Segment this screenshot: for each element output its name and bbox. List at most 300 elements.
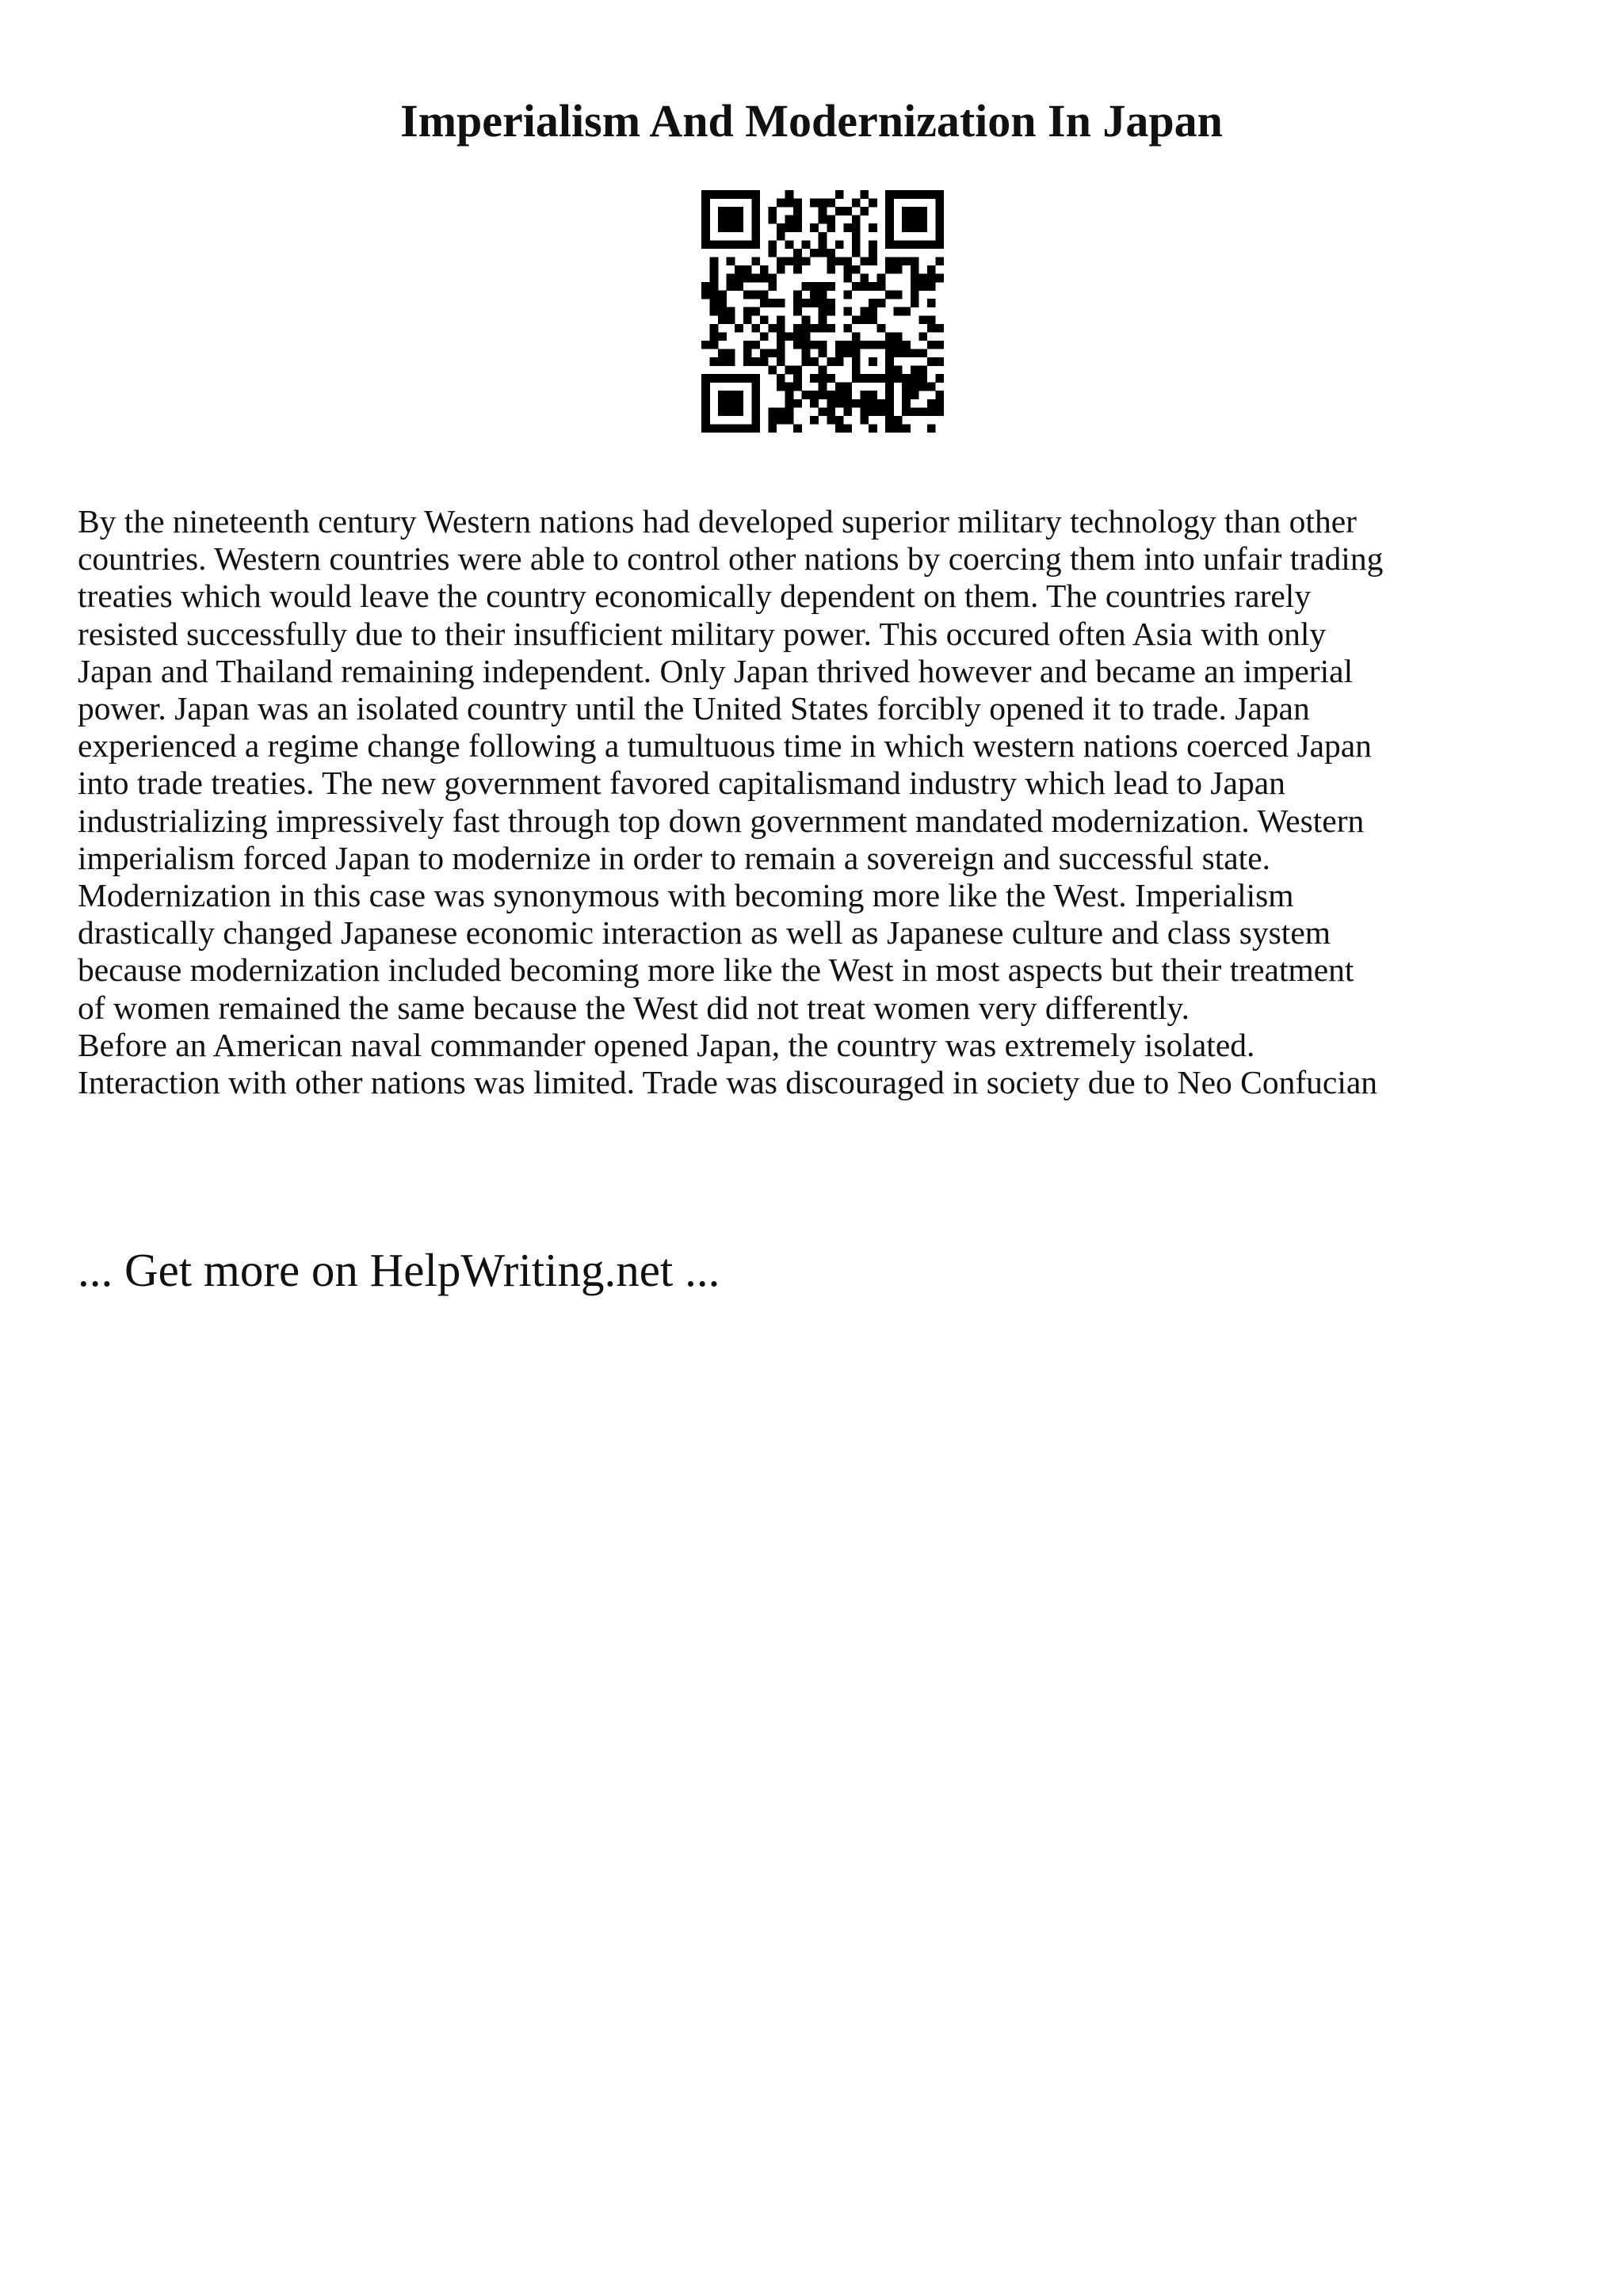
qr-module	[793, 307, 802, 316]
qr-module	[710, 357, 719, 366]
qr-module	[885, 349, 894, 357]
qr-module	[852, 282, 861, 291]
qr-module	[768, 282, 777, 291]
qr-module	[793, 366, 802, 375]
qr-module	[902, 307, 911, 316]
qr-module	[701, 291, 710, 299]
qr-module	[885, 416, 894, 425]
qr-module	[760, 315, 769, 324]
qr-module	[918, 332, 927, 341]
qr-module	[827, 324, 835, 333]
qr-module	[785, 257, 794, 265]
qr-module	[751, 240, 760, 249]
document-title: Imperialism And Modernization In Japan	[400, 95, 1223, 147]
qr-module	[751, 215, 760, 224]
qr-module	[785, 199, 794, 208]
qr-module	[911, 391, 919, 399]
qr-module	[810, 282, 819, 291]
body-line: drastically changed Japanese economic interaction as well as Japanese culture and class system	[78, 914, 1331, 952]
qr-module	[735, 207, 743, 215]
qr-module	[793, 199, 802, 208]
qr-module	[935, 240, 944, 249]
qr-module	[835, 424, 844, 433]
qr-module	[743, 291, 752, 299]
qr-module	[751, 324, 760, 333]
qr-module	[819, 391, 827, 399]
qr-module	[760, 265, 769, 274]
qr-module	[860, 399, 869, 408]
qr-module	[827, 282, 835, 291]
body-line: treaties which would leave the country economically dependent on them. The countries rarely	[78, 578, 1312, 615]
qr-module	[877, 374, 886, 383]
qr-module	[869, 391, 877, 399]
qr-module	[735, 240, 743, 249]
qr-module	[935, 341, 944, 349]
qr-module	[802, 299, 811, 307]
qr-module	[785, 416, 794, 425]
qr-module	[802, 315, 811, 324]
qr-module	[710, 299, 719, 307]
qr-module	[918, 374, 927, 383]
qr-module	[843, 265, 852, 274]
qr-module	[777, 199, 785, 208]
qr-module	[760, 332, 769, 341]
qr-module	[768, 215, 777, 224]
qr-module	[819, 282, 827, 291]
qr-module	[760, 291, 769, 299]
qr-module	[701, 424, 710, 433]
qr-module	[810, 416, 819, 425]
qr-module	[819, 307, 827, 316]
qr-module	[802, 332, 811, 341]
qr-module	[735, 223, 743, 232]
qr-module	[718, 374, 727, 383]
qr-module	[718, 307, 727, 316]
qr-module	[727, 315, 735, 324]
qr-module	[735, 391, 743, 399]
qr-module	[927, 424, 936, 433]
qr-module	[860, 374, 869, 383]
qr-module	[885, 399, 894, 408]
qr-module	[902, 391, 911, 399]
qr-module	[751, 190, 760, 199]
qr-module	[701, 416, 710, 425]
qr-module	[743, 424, 752, 433]
qr-module	[843, 399, 852, 408]
qr-module	[885, 223, 894, 232]
qr-module	[885, 240, 894, 249]
qr-module	[827, 391, 835, 399]
qr-module	[885, 366, 894, 375]
qr-module	[869, 424, 877, 433]
qr-module	[827, 249, 835, 257]
qr-module	[802, 349, 811, 357]
qr-module	[902, 223, 911, 232]
qr-module	[927, 383, 936, 391]
qr-module	[911, 190, 919, 199]
qr-module	[835, 257, 844, 265]
qr-module	[869, 199, 877, 208]
qr-module	[911, 265, 919, 274]
qr-module	[885, 341, 894, 349]
qr-module	[827, 215, 835, 224]
qr-module	[935, 215, 944, 224]
qr-module	[918, 223, 927, 232]
qr-module	[918, 215, 927, 224]
qr-module	[810, 223, 819, 232]
qr-module	[718, 207, 727, 215]
qr-module	[869, 357, 877, 366]
body-line: of women remained the same because the West did not treat women very differently.	[78, 989, 1190, 1026]
qr-module	[894, 190, 903, 199]
qr-module	[935, 257, 944, 265]
qr-module	[835, 240, 844, 249]
qr-module	[819, 341, 827, 349]
qr-module	[718, 399, 727, 408]
qr-module	[894, 257, 903, 265]
qr-module	[777, 324, 785, 333]
qr-module	[885, 265, 894, 274]
qr-module	[894, 374, 903, 383]
qr-module	[718, 357, 727, 366]
qr-module	[793, 299, 802, 307]
qr-module	[743, 349, 752, 357]
qr-module	[751, 416, 760, 425]
qr-module	[827, 257, 835, 265]
qr-module	[735, 274, 743, 283]
body-line: countries. Western countries were able to control other nations by coercing them into unfair trading	[78, 540, 1384, 578]
qr-module	[760, 349, 769, 357]
qr-module	[902, 407, 911, 416]
qr-module	[768, 274, 777, 283]
qr-module	[902, 374, 911, 383]
qr-module	[735, 282, 743, 291]
qr-module	[777, 315, 785, 324]
qr-module	[718, 332, 727, 341]
qr-module	[710, 424, 719, 433]
qr-module	[869, 407, 877, 416]
qr-module	[927, 299, 936, 307]
qr-module	[701, 374, 710, 383]
qr-module	[902, 207, 911, 215]
qr-module	[785, 223, 794, 232]
qr-module	[885, 407, 894, 416]
qr-module	[751, 374, 760, 383]
qr-module	[935, 207, 944, 215]
qr-module	[710, 190, 719, 199]
qr-module	[777, 332, 785, 341]
qr-module	[902, 349, 911, 357]
body-line: Japan and Thailand remaining independent. Only Japan thrived however and became an imperial	[78, 652, 1354, 689]
qr-module	[894, 416, 903, 425]
qr-module	[785, 240, 794, 249]
qr-module	[819, 240, 827, 249]
qr-module	[894, 307, 903, 316]
qr-module	[777, 383, 785, 391]
qr-module	[860, 416, 869, 425]
qr-module	[894, 366, 903, 375]
qr-module	[710, 374, 719, 383]
qr-module	[852, 341, 861, 349]
qr-module	[935, 223, 944, 232]
qr-module	[835, 349, 844, 357]
qr-module	[768, 407, 777, 416]
qr-module	[843, 424, 852, 433]
qr-module	[927, 341, 936, 349]
qr-module	[727, 424, 735, 433]
qr-module	[827, 407, 835, 416]
qr-module	[835, 190, 844, 199]
qr-module	[710, 324, 719, 333]
qr-module	[835, 341, 844, 349]
qr-module	[885, 291, 894, 299]
qr-module	[935, 357, 944, 366]
qr-module	[751, 424, 760, 433]
qr-module	[727, 240, 735, 249]
qr-module	[727, 215, 735, 224]
qr-module	[785, 383, 794, 391]
qr-module	[751, 199, 760, 208]
qr-module	[727, 399, 735, 408]
qr-module	[827, 223, 835, 232]
qr-module	[718, 424, 727, 433]
qr-module	[918, 366, 927, 375]
qr-module	[835, 207, 844, 215]
qr-module	[911, 374, 919, 383]
qr-module	[735, 324, 743, 333]
qr-module	[835, 391, 844, 399]
get-more-link[interactable]: ... Get more on HelpWriting.net ...	[78, 1244, 720, 1296]
qr-module	[935, 324, 944, 333]
qr-module	[727, 257, 735, 265]
qr-module	[827, 199, 835, 208]
qr-module	[777, 257, 785, 265]
qr-module	[852, 357, 861, 366]
qr-module	[843, 407, 852, 416]
qr-module	[885, 232, 894, 241]
qr-module	[727, 357, 735, 366]
qr-module	[843, 391, 852, 399]
qr-module	[785, 366, 794, 375]
qr-module	[751, 407, 760, 416]
qr-module	[751, 257, 760, 265]
qr-module	[710, 240, 719, 249]
qr-module	[894, 291, 903, 299]
qr-module	[918, 207, 927, 215]
qr-module	[852, 215, 861, 224]
qr-module	[777, 416, 785, 425]
qr-module	[751, 307, 760, 316]
qr-module	[718, 391, 727, 399]
qr-module	[793, 265, 802, 274]
qr-module	[743, 190, 752, 199]
qr-module	[743, 341, 752, 349]
qr-module	[701, 232, 710, 241]
qr-module	[718, 190, 727, 199]
qr-module	[710, 274, 719, 283]
qr-module	[768, 424, 777, 433]
qr-module	[902, 341, 911, 349]
qr-module	[810, 391, 819, 399]
qr-module	[810, 324, 819, 333]
qr-module	[751, 383, 760, 391]
qr-module	[735, 265, 743, 274]
qr-module	[727, 190, 735, 199]
qr-module	[894, 341, 903, 349]
qr-module	[852, 265, 861, 274]
qr-module	[751, 232, 760, 241]
qr-module	[852, 374, 861, 383]
qr-module	[810, 399, 819, 408]
qr-module	[885, 357, 894, 366]
qr-module	[877, 324, 886, 333]
qr-module	[793, 341, 802, 349]
qr-module	[819, 383, 827, 391]
qr-module	[835, 357, 844, 366]
qr-module	[768, 366, 777, 375]
qr-module	[701, 207, 710, 215]
qr-module	[718, 407, 727, 416]
qr-module	[743, 265, 752, 274]
qr-module	[819, 349, 827, 357]
qr-module	[793, 291, 802, 299]
qr-module	[777, 299, 785, 307]
qr-module	[877, 282, 886, 291]
qr-module	[710, 341, 719, 349]
qr-module	[701, 383, 710, 391]
qr-module	[768, 299, 777, 307]
qr-module	[727, 407, 735, 416]
qr-module	[860, 341, 869, 349]
qr-module	[852, 232, 861, 241]
qr-module	[927, 324, 936, 333]
qr-module	[911, 223, 919, 232]
qr-module	[918, 407, 927, 416]
qr-module	[718, 349, 727, 357]
qr-module	[827, 299, 835, 307]
qr-module	[843, 274, 852, 283]
qr-module	[869, 299, 877, 307]
qr-module	[793, 207, 802, 215]
qr-module	[701, 341, 710, 349]
qr-module	[701, 407, 710, 416]
qr-module	[710, 257, 719, 265]
qr-module	[927, 399, 936, 408]
qr-module	[927, 407, 936, 416]
qr-module	[902, 190, 911, 199]
qr-module	[885, 374, 894, 383]
qr-module	[701, 282, 710, 291]
qr-module	[885, 190, 894, 199]
qr-module	[843, 257, 852, 265]
qr-module	[894, 240, 903, 249]
qr-module	[768, 349, 777, 357]
qr-module	[877, 407, 886, 416]
qr-module	[918, 190, 927, 199]
qr-module	[743, 357, 752, 366]
qr-module	[852, 249, 861, 257]
qr-module	[810, 199, 819, 208]
qr-module	[701, 190, 710, 199]
qr-module	[819, 374, 827, 383]
qr-module	[760, 274, 769, 283]
qr-module	[819, 366, 827, 375]
qr-module	[793, 215, 802, 224]
qr-module	[911, 215, 919, 224]
qr-module	[802, 357, 811, 366]
qr-module	[935, 190, 944, 199]
qr-module	[751, 291, 760, 299]
qr-module	[727, 349, 735, 357]
qr-module	[819, 315, 827, 324]
qr-module	[727, 207, 735, 215]
qr-module	[885, 199, 894, 208]
qr-module	[935, 274, 944, 283]
qr-module	[852, 315, 861, 324]
qr-module	[843, 341, 852, 349]
qr-module	[918, 240, 927, 249]
qr-module	[727, 223, 735, 232]
qr-module	[827, 399, 835, 408]
qr-module	[735, 407, 743, 416]
qr-module	[785, 391, 794, 399]
qr-module	[710, 291, 719, 299]
qr-module	[911, 407, 919, 416]
qr-module	[777, 357, 785, 366]
qr-module	[802, 240, 811, 249]
body-line: because modernization included becoming more like the West in most aspects but their treatment	[78, 952, 1354, 989]
qr-module	[894, 265, 903, 274]
qr-module	[751, 357, 760, 366]
qr-module	[927, 190, 936, 199]
qr-module	[885, 332, 894, 341]
qr-module	[743, 274, 752, 283]
body-line: Modernization in this case was synonymous with becoming more like the West. Imperialism	[78, 877, 1294, 914]
qr-module	[777, 349, 785, 357]
qr-module	[751, 341, 760, 349]
qr-module	[819, 232, 827, 241]
qr-module	[885, 257, 894, 265]
qr-module	[894, 332, 903, 341]
qr-module	[860, 257, 869, 265]
qr-module	[927, 265, 936, 274]
qr-module	[710, 307, 719, 316]
qr-module	[869, 240, 877, 249]
qr-module	[902, 399, 911, 408]
qr-module	[768, 249, 777, 257]
qr-module	[927, 282, 936, 291]
qr-module	[902, 257, 911, 265]
qr-module	[885, 383, 894, 391]
qr-module	[785, 215, 794, 224]
qr-module	[701, 215, 710, 224]
qr-module	[810, 299, 819, 307]
qr-module	[751, 207, 760, 215]
qr-module	[894, 424, 903, 433]
qr-module	[768, 207, 777, 215]
qr-module	[869, 223, 877, 232]
qr-module	[843, 307, 852, 316]
qr-module	[860, 407, 869, 416]
body-line: imperialism forced Japan to modernize in order to remain a sovereign and successful state.	[78, 839, 1271, 876]
qr-module	[894, 349, 903, 357]
qr-module	[927, 274, 936, 283]
qr-module	[768, 416, 777, 425]
qr-module	[902, 383, 911, 391]
qr-module	[877, 299, 886, 307]
qr-module	[835, 399, 844, 408]
qr-module	[935, 407, 944, 416]
